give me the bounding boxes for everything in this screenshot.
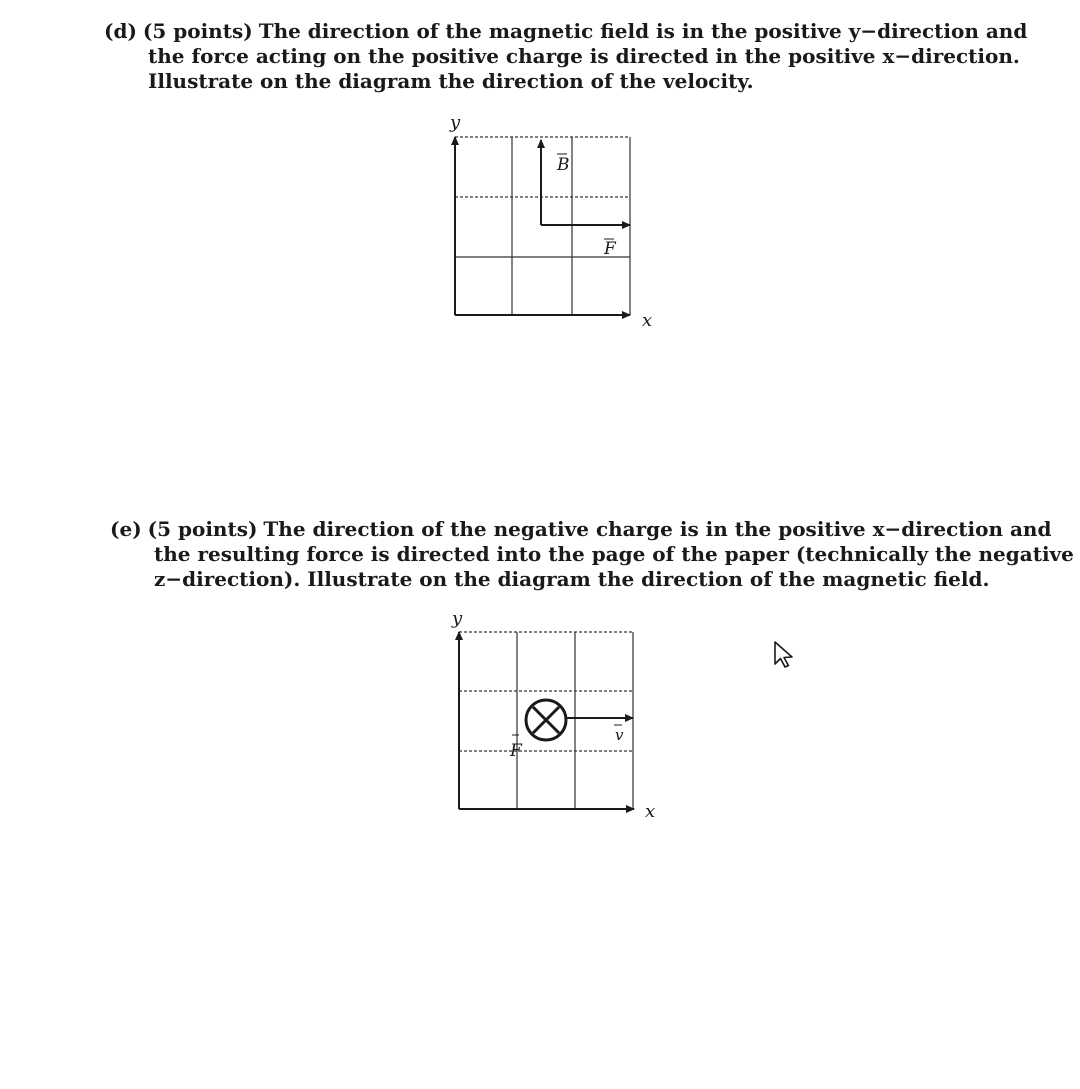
- vector-b-label: B: [557, 155, 570, 175]
- problem-d-text-2: the force acting on the positive charge is directed in the positive x−direction.: [148, 44, 1020, 68]
- problem-d-text-1: The direction of the magnetic field is in the positive y−direction and: [258, 19, 1028, 43]
- problem-e-text-2: the resulting force is directed into the page of the paper (technically the negative: [154, 542, 1074, 566]
- y-axis-label-e: y: [452, 608, 463, 629]
- vector-f-label-d: F: [604, 239, 616, 259]
- problem-d-label: (d): [104, 19, 137, 43]
- problem-e-text-3: z−direction). Illustrate on the diagram the direction of the magnetic field.: [154, 567, 990, 591]
- x-axis-label-d: x: [642, 310, 653, 331]
- problem-d: [104, 19, 1028, 94]
- problem-d-points: (5 points): [142, 19, 253, 43]
- vector-v-label: v: [615, 726, 624, 744]
- problem-e: [110, 517, 1074, 592]
- problem-d-line-1: [104, 19, 1028, 44]
- x-axis-label-e: x: [645, 801, 656, 822]
- problem-d-text-3: Illustrate on the diagram the direction of the velocity.: [148, 69, 754, 93]
- y-axis-label-d: y: [450, 112, 461, 133]
- diagram-e: [440, 602, 680, 832]
- problem-e-points: (5 points): [147, 517, 258, 541]
- problem-e-label: (e): [110, 517, 142, 541]
- vector-f-label-e: F: [510, 741, 522, 761]
- problem-e-line-1: [110, 517, 1052, 542]
- problem-e-text-1: The direction of the negative charge is in the positive x−direction and: [263, 517, 1052, 541]
- into-page-symbol-icon: [526, 700, 566, 740]
- diagram-d: [440, 110, 680, 340]
- mouse-pointer-icon: [772, 640, 798, 670]
